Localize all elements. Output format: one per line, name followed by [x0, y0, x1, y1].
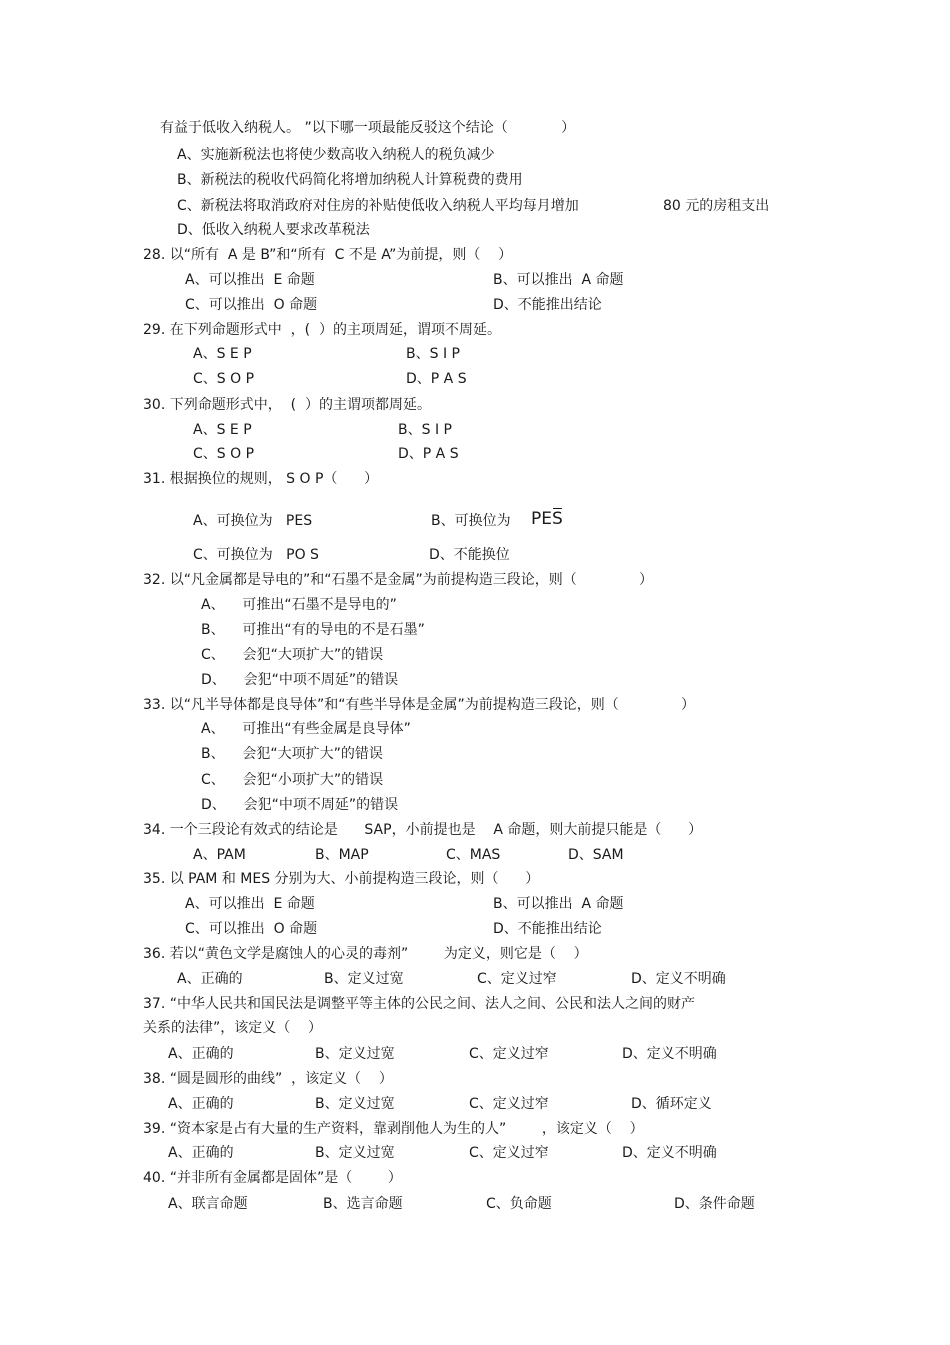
q32-option-d: D、 会犯“中项不周延”的错误 [201, 672, 399, 688]
question-35: 35. 以 PAM 和 MES 分别为大、小前提构造三段论，则（ ） [143, 871, 540, 887]
q38-option-d: D、循环定义 [631, 1096, 712, 1112]
q40-option-d: D、条件命题 [674, 1196, 755, 1212]
q37-option-c: C、定义过窄 [469, 1046, 549, 1062]
q38-option-a: A、正确的 [168, 1096, 234, 1112]
q30-option-b: B、S I P [398, 422, 452, 438]
q32-option-b: B、 可推出“有的导电的不是石墨” [201, 622, 425, 638]
question-37: 37. “中华人民共和国民法是调整平等主体的公民之间、法人之间、公民和法人之间的财产 [143, 996, 695, 1012]
q28-option-d: D、不能推出结论 [493, 297, 602, 313]
q40-option-b: B、选言命题 [323, 1196, 403, 1212]
q34-option-a: A、PAM [193, 847, 246, 863]
option-b: B、新税法的税收代码简化将增加纳税人计算税费的费用 [177, 172, 523, 188]
q31-option-a: A、可换位为 PES [193, 513, 313, 529]
q37-option-a: A、正确的 [168, 1046, 234, 1062]
q36-option-a: A、正确的 [177, 971, 243, 987]
question-31: 31. 根据换位的规则， S O P（ ） [143, 471, 379, 487]
q31-option-b: B、可换位为 [431, 513, 511, 529]
q38-option-b: B、定义过宽 [315, 1096, 395, 1112]
option-d: D、低收入纳税人要求改革税法 [177, 222, 370, 238]
q33-option-b: B、 会犯“大项扩大”的错误 [201, 746, 383, 762]
q35-option-c: C、可以推出 O 命题 [185, 921, 318, 937]
option-a: A、实施新税法也将使少数高收入纳税人的税负减少 [177, 147, 495, 163]
q29-option-b: B、S I P [406, 346, 460, 362]
q31-option-d: D、不能换位 [429, 547, 510, 563]
q38-option-c: C、定义过窄 [469, 1096, 549, 1112]
q40-option-c: C、负命题 [486, 1196, 552, 1212]
question-40: 40. “并非所有金属都是固体”是（ ） [143, 1170, 402, 1186]
question-30: 30. 下列命题形式中， ( ）的主谓项都周延。 [143, 397, 431, 413]
q32-option-c: C、 会犯“大项扩大”的错误 [201, 647, 384, 663]
q28-option-a: A、可以推出 E 命题 [185, 272, 315, 288]
q37-option-d: D、定义不明确 [622, 1046, 717, 1062]
q29-option-c: C、S O P [193, 371, 255, 387]
q28-option-b: B、可以推出 A 命题 [493, 272, 624, 288]
question-36: 36. 若以“黄色文学是腐蚀人的心灵的毒剂” 为定义，则它是（ ） [143, 946, 588, 962]
question-28: 28. 以“所有 A 是 B”和“所有 C 不是 A”为前提，则（ ） [143, 247, 513, 263]
q33-option-a: A、 可推出“有些金属是良导体” [201, 721, 411, 737]
q36-option-b: B、定义过宽 [324, 971, 404, 987]
q36-option-d: D、定义不明确 [631, 971, 726, 987]
q39-option-c: C、定义过窄 [469, 1145, 549, 1161]
option-c-tail: 80 元的房租支出 [663, 198, 770, 214]
q30-option-a: A、S E P [193, 422, 252, 438]
question-29: 29. 在下列命题形式中 ，( ）的主项周延，谓项不周延。 [143, 322, 501, 338]
q32-option-a: A、 可推出“石墨不是导电的” [201, 597, 397, 613]
question-34: 34. 一个三段论有效式的结论是 SAP，小前提也是 A 命题，则大前提只能是（ ） [143, 822, 703, 838]
q30-option-d: D、P A S [398, 446, 459, 462]
q35-option-d: D、不能推出结论 [493, 921, 602, 937]
question-37-continuation: 关系的法律”，该定义（ ） [143, 1020, 323, 1036]
q37-option-b: B、定义过宽 [315, 1046, 395, 1062]
q33-option-c: C、 会犯“小项扩大”的错误 [201, 772, 384, 788]
question-continuation: 有益于低收入纳税人。 ”以下哪一项最能反驳这个结论（ ） [160, 120, 576, 136]
q33-option-d: D、 会犯“中项不周延”的错误 [201, 797, 399, 813]
q30-option-c: C、S O P [193, 446, 255, 462]
q35-option-b: B、可以推出 A 命题 [493, 896, 624, 912]
option-c: C、新税法将取消政府对住房的补贴使低收入纳税人平均每月增加 [177, 198, 579, 214]
formula-main: PE [531, 509, 552, 529]
question-38: 38. “圆是圆形的曲线” ，该定义（ ） [143, 1071, 393, 1087]
q39-option-a: A、正确的 [168, 1145, 234, 1161]
q34-option-c: C、MAS [446, 847, 501, 863]
q34-option-d: D、SAM [568, 847, 624, 863]
q40-option-a: A、联言命题 [168, 1196, 248, 1212]
q31-option-b-formula [531, 510, 563, 528]
q35-option-a: A、可以推出 E 命题 [185, 896, 315, 912]
q29-option-d: D、P A S [406, 371, 467, 387]
q28-option-c: C、可以推出 O 命题 [185, 297, 318, 313]
q29-option-a: A、S E P [193, 346, 252, 362]
q31-option-c: C、可换位为 PO S [193, 547, 319, 563]
q39-option-d: D、定义不明确 [622, 1145, 717, 1161]
q39-option-b: B、定义过宽 [315, 1145, 395, 1161]
question-39: 39. “资本家是占有大量的生产资料，靠剥削他人为生的人” ，该定义（ ） [143, 1121, 644, 1137]
question-33: 33. 以“凡半导体都是良导体”和“有些半导体是金属”为前提构造三段论，则（ ） [143, 697, 696, 713]
q34-option-b: B、MAP [315, 847, 369, 863]
q36-option-c: C、定义过窄 [477, 971, 557, 987]
formula-overlined-term: S [552, 509, 563, 529]
question-32: 32. 以“凡金属都是导电的”和“石墨不是金属”为前提构造三段论，则（ ） [143, 572, 654, 588]
